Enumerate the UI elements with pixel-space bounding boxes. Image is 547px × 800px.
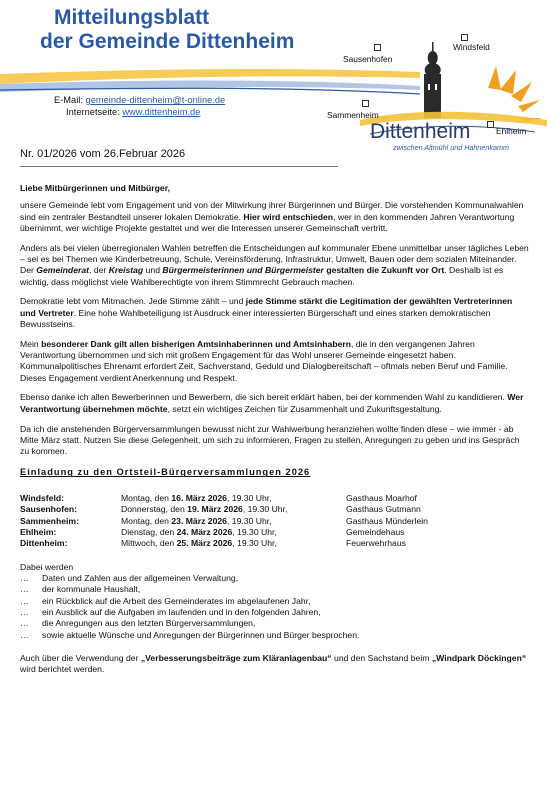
text-run: jede Stimme stärkt die Legitimation der gewählten Vertreterinnen und Vertreter bbox=[20, 296, 513, 318]
bullet-marker: … bbox=[20, 584, 29, 595]
text-run: wird berichtet werden. bbox=[20, 664, 105, 675]
contact-block bbox=[54, 94, 225, 118]
text-run: Da ich die anstehenden Bürgerversammlungen bewusst nicht zur Wahlwerbung heranziehen wollte finden diese – wie immer - ab Mitte März statt. Nutzen Sie diese Gelegenheit, um sich zu informieren, Fragen zu stellen, Anregungen zu geben und ins Gespräch zu kommen. bbox=[20, 423, 520, 457]
text-run: Hier wird entschieden bbox=[243, 211, 334, 222]
meeting-location: Ehlheim: bbox=[20, 526, 57, 537]
place-ehlheim: Ehlheim bbox=[496, 126, 527, 136]
bullet-marker: … bbox=[20, 573, 29, 584]
place-marker-sammenheim bbox=[362, 100, 369, 107]
text-run: , die in den vergangenen Jahren Verantwortung übernommen und sich mit großem Engagement für das Wohl unserer Gemeinde eingesetzt haben. Kommunalpolitisches Ehrenamt erfordert Zeit, Sachverstand, Geduld und Dialogbereitschaft – oftmals neben Beruf und Familie. Dieses Engagement verdient Anerkennung und Respekt. bbox=[20, 338, 508, 383]
meeting-row bbox=[20, 527, 428, 538]
meeting-row bbox=[20, 538, 428, 549]
meeting-datetime: Mittwoch, den 25. März 2026, 19.30 Uhr, bbox=[121, 538, 277, 549]
text-run: und bbox=[143, 265, 163, 276]
place-marker-sausenhofen bbox=[374, 44, 381, 51]
meeting-datetime: Montag, den 16. März 2026, 19.30 Uhr, bbox=[121, 492, 272, 503]
place-windsfeld: Windsfeld bbox=[453, 42, 490, 52]
meeting-location: Dittenheim: bbox=[20, 538, 68, 549]
text-run: Anders als bei vielen überregionalen Wahlen betreffen die Entscheidungen auf kommunaler Ebene unmittelbar unser tägliches Leben – sei es bei Themen wie Kinderbetreuung, Schule, Vereinsförderung, Infrastruktur, Umwelt, Bauen oder dem sozialen Miteinander. Der bbox=[20, 242, 529, 276]
list-item: … die Anregungen aus den letzten Bürgerversammlungen, bbox=[20, 618, 256, 629]
bullet-marker: … bbox=[20, 606, 29, 617]
text-run: Auch über die Verwendung der bbox=[20, 652, 141, 663]
meeting-location: Sausenhofen: bbox=[20, 504, 78, 515]
paragraph-6 bbox=[20, 424, 530, 458]
bullet-marker: … bbox=[20, 629, 29, 640]
paragraph-5 bbox=[20, 392, 530, 415]
text-run: Mein bbox=[20, 338, 42, 349]
bullet-marker: … bbox=[20, 618, 29, 629]
list-item: … der kommunale Haushalt, bbox=[20, 584, 141, 595]
masthead-subtitle: der Gemeinde Dittenheim bbox=[40, 30, 295, 53]
meeting-location: Sammenheim: bbox=[20, 515, 79, 526]
greeting: Liebe Mitbürgerinnen und Mitbürger, bbox=[20, 183, 170, 193]
meeting-row bbox=[20, 504, 428, 515]
church-tower-icon bbox=[424, 42, 441, 118]
text-run: Demokratie lebt vom Mitmachen. Jede Stimme zählt – und bbox=[20, 296, 246, 307]
website-label: Internetseite: bbox=[66, 107, 120, 117]
text-run: . Deshalb ist es wichtig, dass möglichst viele Wahlberechtigte von ihrem Stimmrecht Gebrauch machen. bbox=[20, 265, 504, 287]
text-run: gestalten die Zukunft vor Ort bbox=[323, 265, 445, 276]
place-marker-windsfeld bbox=[461, 34, 468, 41]
place-sammenheim: Sammenheim bbox=[327, 110, 379, 120]
paragraph-4 bbox=[20, 339, 530, 384]
list-item: … Daten und Zahlen aus der allgemeinen Verwaltung, bbox=[20, 573, 239, 584]
email-label: E-Mail: bbox=[54, 95, 83, 105]
issue-divider bbox=[20, 166, 338, 167]
website-link[interactable]: www.dittenheim.de bbox=[122, 107, 201, 117]
text-run: , setzt ein wichtiges Zeichen für Zusammenhalt und Zukunftsgestaltung. bbox=[167, 403, 442, 414]
place-marker-ehlheim bbox=[487, 121, 494, 128]
list-item: … sowie aktuelle Wünsche und Anregungen der Bürgerinnen und Bürger besprochen. bbox=[20, 629, 360, 640]
paragraph-3 bbox=[20, 296, 530, 330]
text-run: Bürgermeisterinnen und Bürgermeister bbox=[162, 265, 324, 276]
bullet-marker: … bbox=[20, 595, 29, 606]
meeting-schedule bbox=[20, 493, 428, 550]
paragraph-2 bbox=[20, 243, 530, 288]
issue-number: Nr. 01/2026 vom 26.Februar 2026 bbox=[20, 148, 186, 160]
logo-name: Dittenheim bbox=[370, 120, 471, 143]
meeting-row bbox=[20, 493, 428, 504]
meeting-venue: Gemeindehaus bbox=[346, 526, 405, 537]
letter-body bbox=[20, 183, 530, 684]
meeting-datetime: Donnerstag, den 19. März 2026, 19.30 Uhr, bbox=[121, 504, 288, 515]
masthead-title: Mitteilungsblatt bbox=[54, 6, 210, 29]
meeting-row bbox=[20, 516, 428, 527]
meeting-location: Windsfeld: bbox=[20, 492, 65, 503]
list-item: … ein Rückblick auf die Arbeit des Gemeinderates im abgelaufenen Jahr, bbox=[20, 595, 311, 606]
text-run: „Verbesserungsbeiträge zum Kläranlagenbau“ bbox=[140, 652, 332, 663]
logo-subtitle: zwischen Altmühl und Hahnenkamm bbox=[393, 143, 509, 152]
meeting-datetime: Montag, den 23. März 2026, 19.30 Uhr, bbox=[121, 515, 272, 526]
email-link[interactable]: gemeinde-dittenheim@t-online.de bbox=[85, 95, 226, 105]
topics-list bbox=[20, 573, 530, 641]
meeting-datetime: Dienstag, den 24. März 2026, 19.30 Uhr, bbox=[121, 526, 277, 537]
text-run: Ebenso danke ich allen Bewerberinnen und Bewerbern, die sich bereit erklärt haben, bei der kommenden Wahl zu kandidieren. bbox=[20, 392, 508, 403]
text-run: besonderer Dank gilt allen bisherigen Amtsinhaberinnen und Amtsinhabern bbox=[41, 338, 352, 349]
text-run: Wer Verantwortung übernehmen möchte bbox=[20, 392, 524, 414]
place-sausenhofen: Sausenhofen bbox=[343, 54, 393, 64]
invitation-title: Einladung zu den Ortsteil-Bürgerversammlungen 2026 bbox=[20, 467, 311, 478]
list-item: … ein Ausblick auf die Aufgaben im laufenden und in den folgenden Jahren, bbox=[20, 606, 321, 617]
closing-paragraph bbox=[20, 653, 530, 676]
text-run: unsere Gemeinde lebt vom Engagement und von der Mitwirkung ihrer Bürgerinnen und Bürger. Die vorstehenden Kommunalwahlen sind ein zentraler Bestandteil unserer lokalen Demokratie. bbox=[20, 200, 524, 222]
text-run: , wer in den kommenden Jahren Verantwortung übernimmt, wer wichtige Projekte gestaltet und wer die Interessen unserer Gemeinschaft vertritt. bbox=[20, 211, 515, 233]
meeting-venue: Gasthaus Münderlein bbox=[346, 515, 428, 526]
text-run: , der bbox=[89, 265, 109, 276]
meeting-venue: Feuerwehrhaus bbox=[346, 538, 406, 549]
text-run: Gemeinderat bbox=[36, 265, 90, 276]
text-run: Kreistag bbox=[108, 265, 144, 276]
text-run: „Windpark Döckingen“ bbox=[431, 652, 527, 663]
paragraph-1 bbox=[20, 200, 530, 234]
topics-intro: Dabei werden bbox=[20, 561, 74, 572]
meeting-venue: Gasthaus Gutmann bbox=[346, 504, 421, 515]
text-run: und den Sachstand beim bbox=[331, 652, 432, 663]
meeting-venue: Gasthaus Moarhof bbox=[346, 492, 417, 503]
text-run: . Eine hohe Wahlbeteiligung ist Ausdruck einer interessierten Bürgerschaft und eines starken demokratischen Bewusstseins. bbox=[20, 307, 491, 329]
